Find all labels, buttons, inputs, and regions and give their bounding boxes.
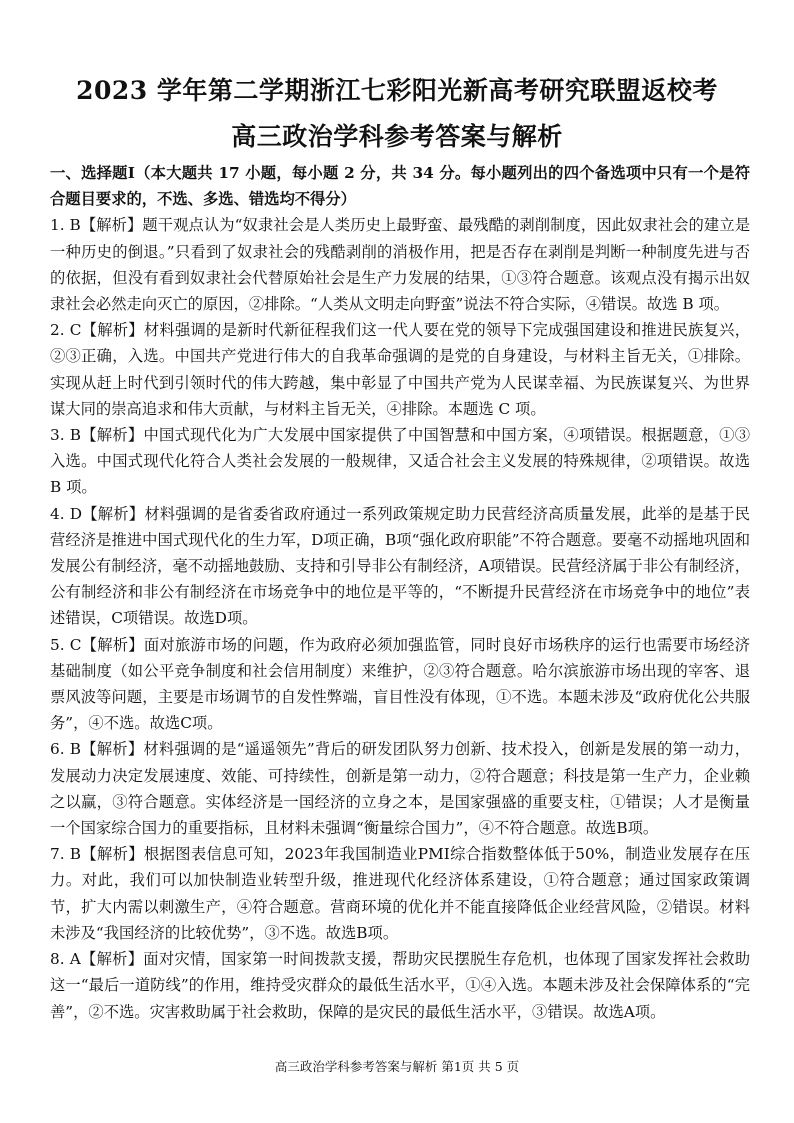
answer-item-6: 6. B【解析】材料强调的是“遥遥领先”背后的研发团队努力创新、技术投入，创新是发展的第一动力，发展动力决定发展速度、效能、可持续性，创新是第一动力，②符合题意；科技是第一生产力，企业赖之以赢，③符合题意。实体经济是一国经济的立身之本，是国家强盛的重要支柱，①错误；人才是衡量一个国家综合国力的重要指标，且材料未强调“衡量综合国力”，④不符合题意。故选B项。	[50, 740, 750, 838]
answer-item-7: 7. B【解析】根据图表信息可知，2023年我国制造业PMI综合指数整体低于50%，制造业发展存在压力。对此，我们可以加快制造业转型升级，推进现代化经济体系建设，①符合题意；通过国家政策调节，扩大内需以刺激生产，④符合题意。营商环境的优化并不能直接降低企业经营风险，②错误。材料未涉及“我国经济的比较优势”，③不选。故选B项。	[50, 845, 750, 942]
document-subtitle: 高三政治学科参考答案与解析	[231, 122, 563, 151]
page-footer: 高三政治学科参考答案与解析 第1页 共 5 页	[274, 1059, 520, 1074]
section-heading: 一、选择题Ⅰ（本大题共 17 小题，每小题 2 分，共 34 分。每小题列出的四个备选项中只有一个是符合题目要求的，不选、多选、错选均不得分）	[50, 164, 750, 209]
answer-item-8: 8. A【解析】面对灾情，国家第一时间拨款支援，帮助灾民摆脱生存危机，也体现了国家发挥社会救助这一“最后一道防线”的作用，维持受灾群众的最低生活水平，①④入选。本题未涉及社会保障体系的“完善”，②不选。灾害救助属于社会救助，保障的是灾民的最低生活水平，③错误。故选A项。	[50, 950, 750, 1021]
answer-item-3: 3. B【解析】中国式现代化为广大发展中国家提供了中国智慧和中国方案，④项错误。根据题意，①③入选。中国式现代化符合人类社会发展的一般规律，又适合社会主义发展的特殊规律，②项错误。故选 B 项。	[50, 426, 750, 497]
answer-item-2: 2. C【解析】材料强调的是新时代新征程我们这一代人要在党的领导下完成强国建设和推进民族复兴，②③正确，入选。中国共产党进行伟大的自我革命强调的是党的自身建设，与材料主旨无关，①排除。实现从赶上时代到引领时代的伟大跨越，集中彰显了中国共产党为人民谋幸福、为民族谋复兴、为世界谋大同的崇高追求和伟大贡献，与材料主旨无关，④排除。本题选 C 项。	[50, 321, 750, 418]
document-title: 2023 学年第二学期浙江七彩阳光新高考研究联盟返校考	[76, 76, 718, 105]
answer-item-5: 5. C【解析】面对旅游市场的问题，作为政府必须加强监管，同时良好市场秩序的运行也需要市场经济基础制度（如公平竞争制度和社会信用制度）来维护，②③符合题意。哈尔滨旅游市场出现的宰客、退票风波等问题，主要是市场调节的自发性弊端，盲目性没有体现，①不选。本题未涉及“政府优化公共服务”，④不选。故选C项。	[50, 635, 750, 733]
answer-item-1: 1. B【解析】题干观点认为“奴隶社会是人类历史上最野蛮、最残酷的剥削制度，因此奴隶社会的建立是一种历史的倒退。”只看到了奴隶社会的残酷剥削的消极作用，把是否存在剥削是判断一种制度先进与否的依据，但没有看到奴隶社会代替原始社会是生产力发展的结果，①③符合题意。该观点没有揭示出奴隶社会必然走向灭亡的原因，②排除。“人类从文明走向野蛮”说法不符合实际，④错误。故选 B 项。	[50, 216, 750, 314]
answer-content	[50, 160, 750, 1025]
answer-item-4: 4. D【解析】材料强调的是省委省政府通过一系列政策规定助力民营经济高质量发展，此举的是基于民营经济是推进中国式现代化的生力军，D项正确，B项“强化政府职能”不符合题意。要毫不动摇地巩固和发展公有制经济，毫不动摇地鼓励、支持和引导非公有制经济，A项错误。民营经济属于非公有制经济，公有制经济和非公有制经济在市场竞争中的地位是平等的，“不断提升民营经济在市场竞争中的地位”表述错误，C项错误。故选D项。	[50, 504, 750, 628]
